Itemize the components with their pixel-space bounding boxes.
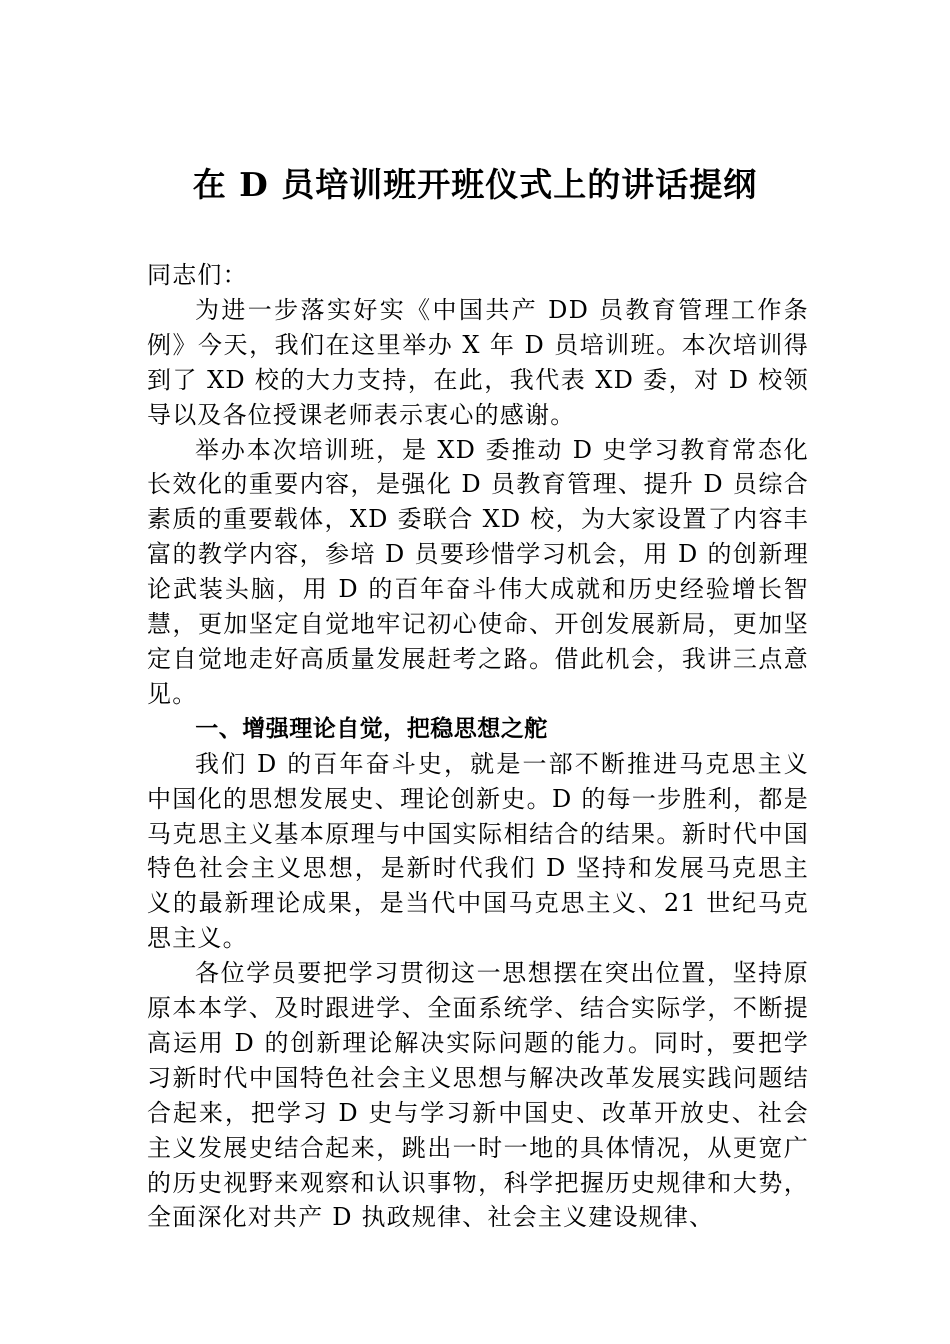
section1-paragraph-1: 我们 D 的百年奋斗史，就是一部不断推进马克思主义中国化的思想发展史、理论创新史。D 的每一步胜利，都是马克思主义基本原理与中国实际相结合的结果。新时代中国特色社会主义思想，是新时代我们 D 坚持和发展马克思主义的最新理论成果，是当代中国马克思主义、21 世纪马克思主义。 (147, 749, 809, 953)
salutation: 同志们： (147, 261, 248, 289)
paragraph-purpose: 举办本次培训班，是 XD 委推动 D 史学习教育常态化长效化的重要内容，是强化 D 员教育管理、提升 D 员综合素质的重要载体，XD 委联合 XD 校，为大家设置了内容丰富的教学内容，参培 D 员要珍惜学习机会，用 D 的创新理论武装头脑，用 D 的百年奋斗伟大成就和历史经验增长智慧，更加坚定自觉地牢记初心使命、开创发展新局，更加坚定自觉地走好高质量发展赶考之路。借此机会，我讲三点意见。 (147, 435, 809, 708)
document-body (147, 258, 809, 1235)
document-title: 在 D 员培训班开班仪式上的讲话提纲 (192, 165, 758, 204)
paragraph-intro: 为进一步落实好实《中国共产 DD 员教育管理工作条例》今天，我们在这里举办 X 年 D 员培训班。本次培训得到了 XD 校的大力支持，在此，我代表 XD 委，对 D 校领导以及各位授课老师表示衷心的感谢。 (147, 295, 809, 429)
section-heading-1: 一、增强理论自觉，把稳思想之舵 (195, 715, 548, 742)
section1-paragraph-2: 各位学员要把学习贯彻这一思想摆在突出位置，坚持原原本本学、及时跟进学、全面系统学、结合实际学，不断提高运用 D 的创新理论解决实际问题的能力。同时，要把学习新时代中国特色社会主义思想与解决改革发展实践问题结合起来，把学习 D 史与学习新中国史、改革开放史、社会主义发展史结合起来，跳出一时一地的具体情况，从更宽广的历史视野来观察和认识事物，科学把握历史规律和大势，全面深化对共产 D 执政规律、社会主义建设规律、 (147, 959, 809, 1232)
